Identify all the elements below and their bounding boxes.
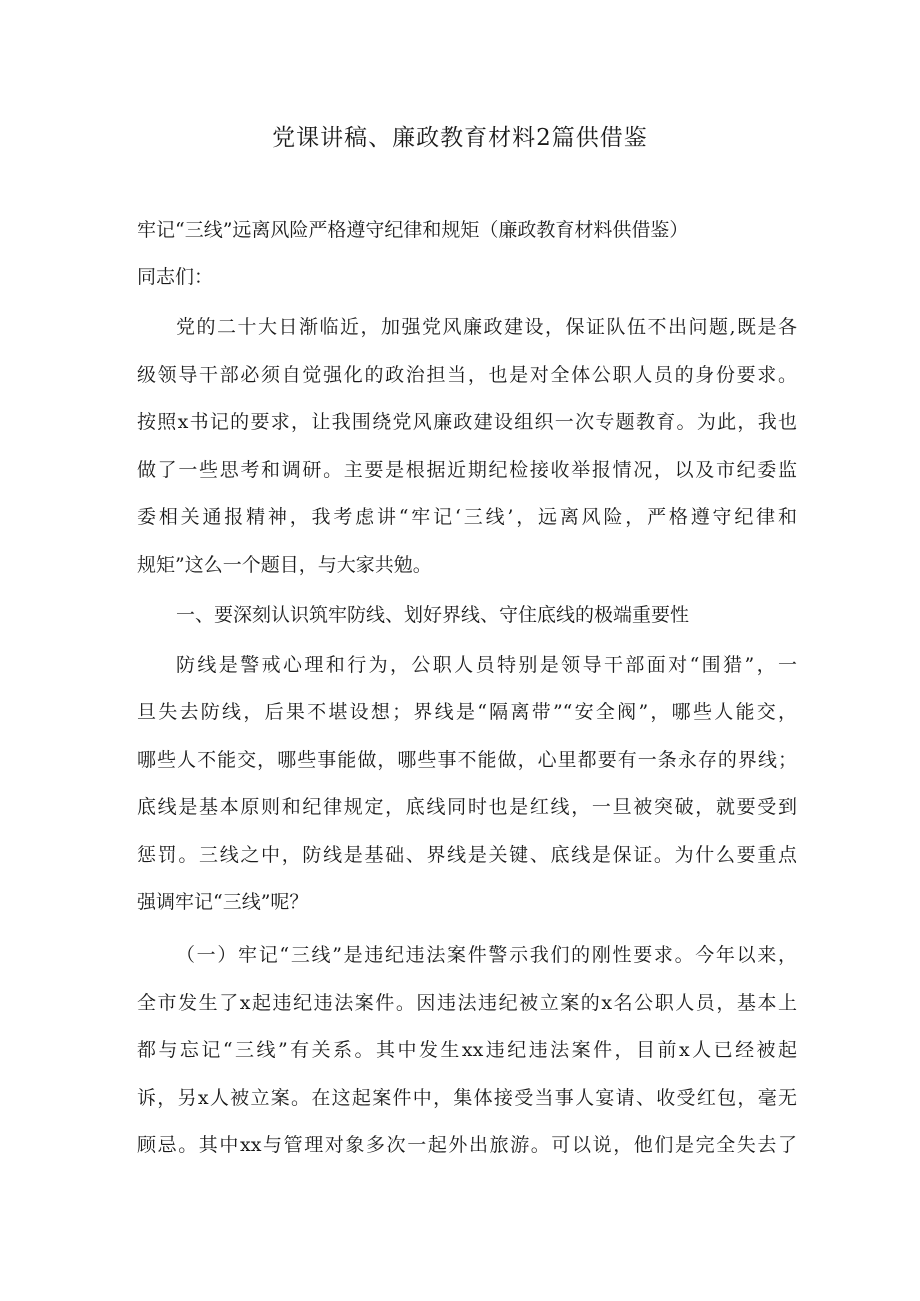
paragraph-line: 都与忘记“三线”有关系。其中发生xx违纪违法案件，目前x人已经被起 [137,1039,797,1061]
paragraph-line: 惩罚。三线之中，防线是基础、界线是关键、底线是保证。为什么要重点 [137,844,797,866]
paragraph-line: 顾忌。其中xx与管理对象多次一起外出旅游。可以说，他们是完全失去了 [137,1134,797,1156]
paragraph-line: 哪些人不能交，哪些事能做，哪些事不能做，心里都要有一条永存的界线； [137,749,797,771]
section-heading: 一、要深刻认识筑牢防线、划好界线、守住底线的极端重要性 [176,604,690,626]
document-title: 党课讲稿、廉政教育材料2篇供借鉴 [272,125,648,151]
paragraph-line: 全市发生了x起违纪违法案件。因违法违纪被立案的x名公职人员，基本上 [137,992,797,1014]
paragraph-line: 规矩”这么一个题目，与大家共勉。 [137,554,432,576]
paragraph-line: 旦失去防线，后果不堪设想；界线是“隔离带”“安全阀”，哪些人能交， [137,701,797,723]
paragraph-line: 委相关通报精神，我考虑讲“牢记‘三线’，远离风险，严格遵守纪律和 [137,506,797,528]
paragraph-line: 诉，另x人被立案。在这起案件中，集体接受当事人宴请、收受红包，毫无 [137,1087,797,1109]
paragraph-line: 按照x书记的要求，让我围绕党风廉政建设组织一次专题教育。为此，我也 [137,411,797,433]
salutation: 同志们： [137,266,214,288]
subtitle: 牢记“三线”远离风险严格遵守纪律和规矩（廉政教育材料供借鉴） [137,219,689,241]
paragraph-line: 防线是警戒心理和行为，公职人员特别是领导干部面对“围猎”，一 [176,654,797,676]
paragraph-line: 党的二十大日渐临近，加强党风廉政建设，保证队伍不出问题,既是各 [176,316,797,338]
paragraph-line: 级领导干部必须自觉强化的政治担当，也是对全体公职人员的身份要求。 [137,364,797,386]
paragraph-line: 强调牢记“三线”呢？ [137,891,309,913]
paragraph-line: 底线是基本原则和纪律规定，底线同时也是红线，一旦被突破，就要受到 [137,796,797,818]
paragraph-line: （一）牢记“三线”是违纪违法案件警示我们的刚性要求。今年以来， [176,944,797,966]
paragraph-line: 做了一些思考和调研。主要是根据近期纪检接收举报情况，以及市纪委监 [137,459,797,481]
